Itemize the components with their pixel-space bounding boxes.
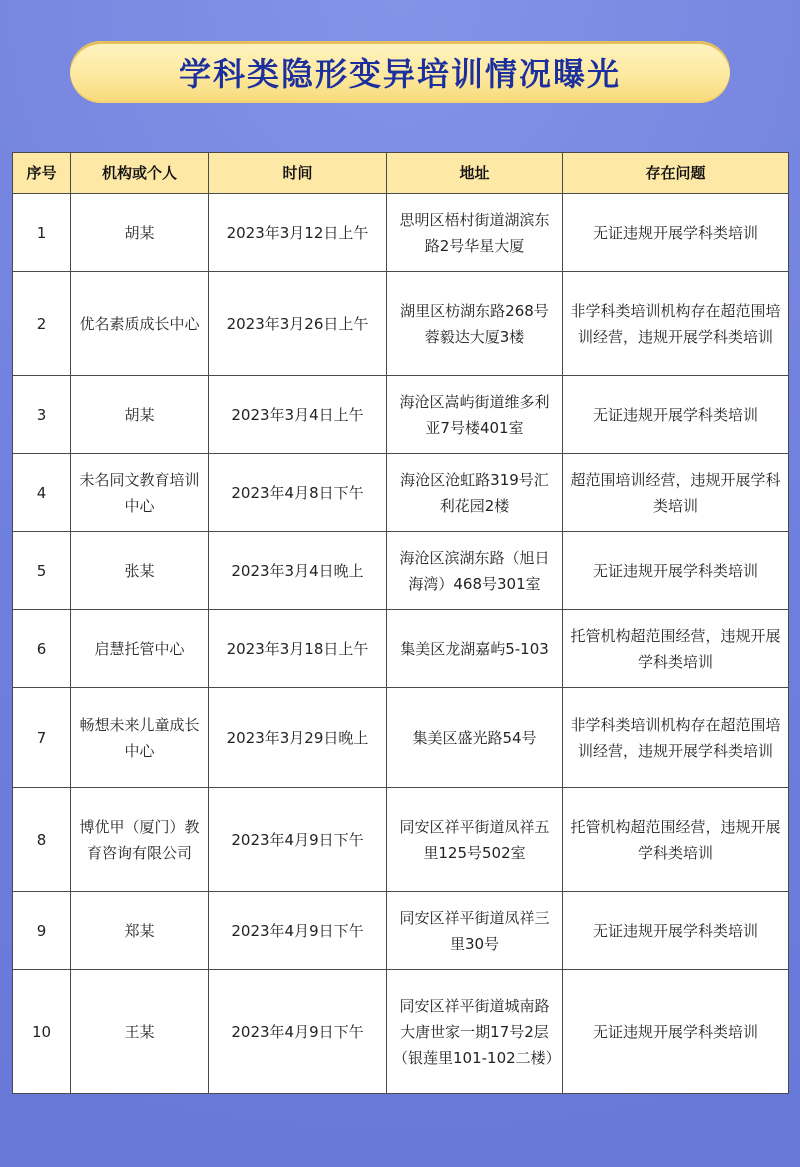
cell-time: 2023年3月4日晚上 xyxy=(209,532,387,610)
cell-address: 海沧区沧虹路319号汇利花园2楼 xyxy=(387,454,563,532)
cell-address: 集美区盛光路54号 xyxy=(387,688,563,788)
cell-org: 启慧托管中心 xyxy=(71,610,209,688)
table-row xyxy=(13,376,789,454)
cell-no: 3 xyxy=(13,376,71,454)
table-row xyxy=(13,272,789,376)
cell-time: 2023年4月9日下午 xyxy=(209,970,387,1094)
table-row xyxy=(13,194,789,272)
header-time: 时间 xyxy=(209,153,387,194)
cell-org: 胡某 xyxy=(71,376,209,454)
cell-no: 8 xyxy=(13,788,71,892)
cell-org: 畅想未来儿童成长中心 xyxy=(71,688,209,788)
cell-no: 7 xyxy=(13,688,71,788)
header-org: 机构或个人 xyxy=(71,153,209,194)
table-row xyxy=(13,892,789,970)
table-header-row xyxy=(13,153,789,194)
header-issue: 存在问题 xyxy=(563,153,789,194)
table-row xyxy=(13,688,789,788)
cell-address: 同安区祥平街道城南路大唐世家一期17号2层（银莲里101-102二楼） xyxy=(387,970,563,1094)
header-no: 序号 xyxy=(13,153,71,194)
cell-time: 2023年3月4日上午 xyxy=(209,376,387,454)
cell-no: 5 xyxy=(13,532,71,610)
table-row xyxy=(13,970,789,1094)
cell-issue: 非学科类培训机构存在超范围培训经营，违规开展学科类培训 xyxy=(563,688,789,788)
cell-issue: 无证违规开展学科类培训 xyxy=(563,194,789,272)
cell-org: 未名同文教育培训中心 xyxy=(71,454,209,532)
table-row xyxy=(13,532,789,610)
cell-issue: 无证违规开展学科类培训 xyxy=(563,532,789,610)
cell-time: 2023年4月9日下午 xyxy=(209,788,387,892)
table-row xyxy=(13,454,789,532)
table-row xyxy=(13,788,789,892)
cell-time: 2023年3月18日上午 xyxy=(209,610,387,688)
cell-address: 海沧区嵩屿街道维多利亚7号楼401室 xyxy=(387,376,563,454)
exposure-table-container xyxy=(12,152,788,1094)
cell-time: 2023年4月8日下午 xyxy=(209,454,387,532)
cell-issue: 托管机构超范围经营，违规开展学科类培训 xyxy=(563,788,789,892)
cell-issue: 无证违规开展学科类培训 xyxy=(563,376,789,454)
page-title: 学科类隐形变异培训情况曝光 xyxy=(178,55,621,93)
cell-no: 4 xyxy=(13,454,71,532)
cell-time: 2023年4月9日下午 xyxy=(209,892,387,970)
cell-org: 胡某 xyxy=(71,194,209,272)
cell-org: 博优甲（厦门）教育咨询有限公司 xyxy=(71,788,209,892)
cell-no: 10 xyxy=(13,970,71,1094)
cell-address: 同安区祥平街道凤祥五里125号502室 xyxy=(387,788,563,892)
cell-no: 9 xyxy=(13,892,71,970)
exposure-table xyxy=(12,152,789,1094)
cell-address: 思明区梧村街道湖滨东路2号华星大厦 xyxy=(387,194,563,272)
cell-time: 2023年3月26日上午 xyxy=(209,272,387,376)
cell-org: 优名素质成长中心 xyxy=(71,272,209,376)
cell-time: 2023年3月12日上午 xyxy=(209,194,387,272)
cell-org: 王某 xyxy=(71,970,209,1094)
title-banner xyxy=(70,41,730,103)
cell-issue: 托管机构超范围经营，违规开展学科类培训 xyxy=(563,610,789,688)
cell-address: 海沧区滨湖东路（旭日海湾）468号301室 xyxy=(387,532,563,610)
cell-no: 2 xyxy=(13,272,71,376)
cell-issue: 无证违规开展学科类培训 xyxy=(563,970,789,1094)
cell-no: 6 xyxy=(13,610,71,688)
cell-address: 集美区龙湖嘉屿5-103 xyxy=(387,610,563,688)
table-row xyxy=(13,610,789,688)
cell-address: 同安区祥平街道凤祥三里30号 xyxy=(387,892,563,970)
cell-no: 1 xyxy=(13,194,71,272)
cell-issue: 无证违规开展学科类培训 xyxy=(563,892,789,970)
cell-address: 湖里区枋湖东路268号蓉毅达大厦3楼 xyxy=(387,272,563,376)
cell-issue: 非学科类培训机构存在超范围培训经营，违规开展学科类培训 xyxy=(563,272,789,376)
cell-org: 张某 xyxy=(71,532,209,610)
cell-org: 郑某 xyxy=(71,892,209,970)
cell-issue: 超范围培训经营，违规开展学科类培训 xyxy=(563,454,789,532)
header-address: 地址 xyxy=(387,153,563,194)
cell-time: 2023年3月29日晚上 xyxy=(209,688,387,788)
